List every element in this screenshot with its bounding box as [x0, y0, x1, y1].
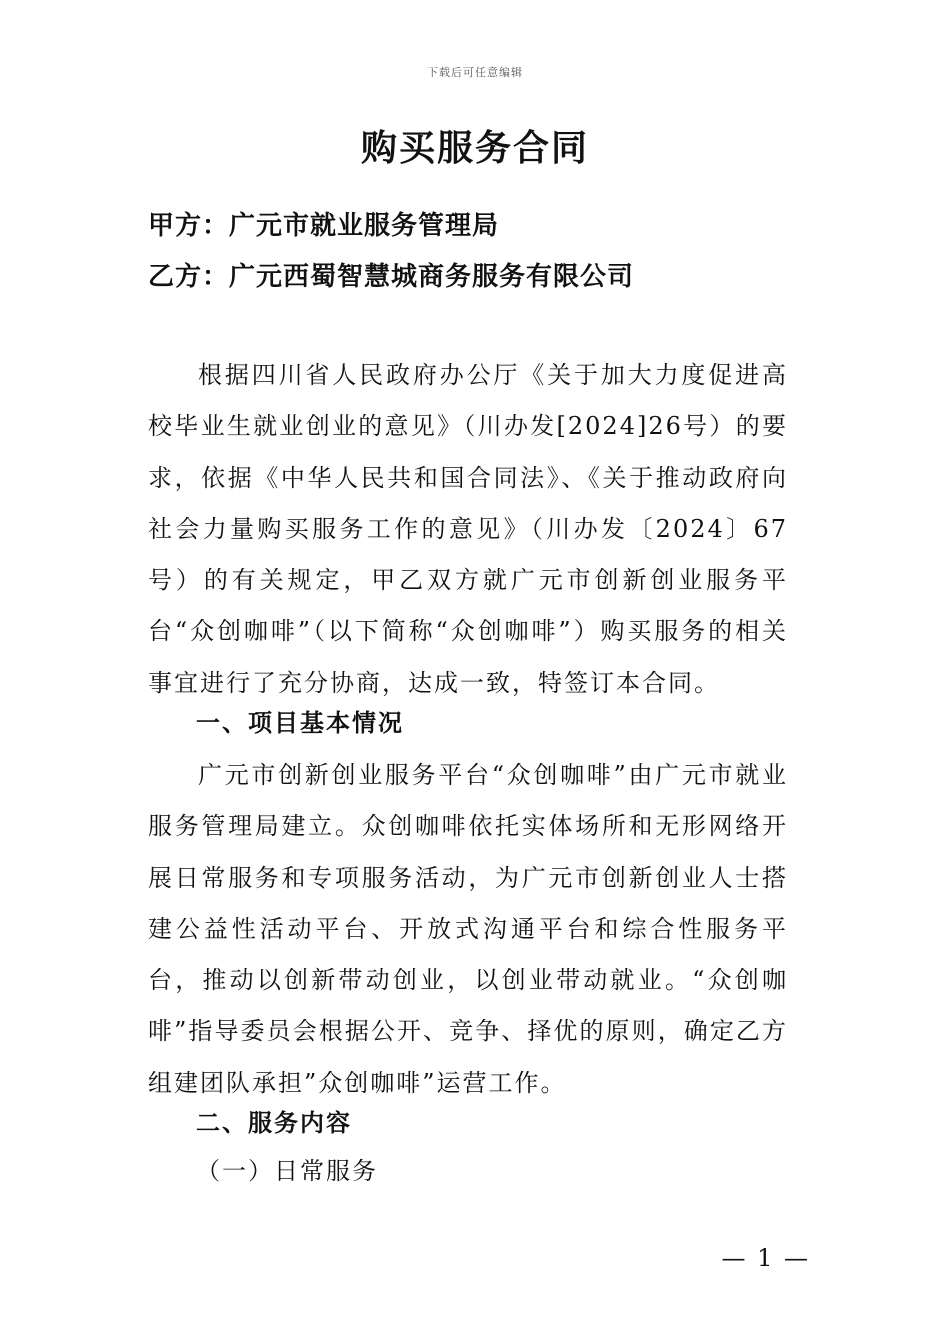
- section-heading-service-content: 二、服务内容: [196, 1108, 352, 1137]
- watermark-text: 下载后可任意编辑: [427, 66, 523, 79]
- party-b: 乙方：广元西蜀智慧城商务服务有限公司: [148, 262, 635, 292]
- page-number: — 1 —: [721, 1244, 810, 1272]
- document-title: 购买服务合同: [360, 127, 589, 169]
- party-a: 甲方：广元市就业服务管理局: [148, 211, 500, 241]
- section-paragraph-project-overview: 广元市创新创业服务平台“众创咖啡”由广元市就业服务管理局建立。众创咖啡依托实体场所和无形网络开展日常服务和专项服务活动，为广元市创新创业人士搭建公益性活动平台、开放式沟通平台和综合性服务平台，推动以创新带动创业，以创业带动就业。“众创咖啡”指导委员会根据公开、竞争、择优的原则，确定乙方组建团队承担”众创咖啡”运营工作。: [148, 761, 788, 1097]
- intro-paragraph: 根据四川省人民政府办公厅《关于加大力度促进高校毕业生就业创业的意见》（川办发[2024]26号）的要求，依据《中华人民共和国合同法》、《关于推动政府向社会力量购买服务工作的意见》（川办发〔2024〕67号）的有关规定，甲乙双方就广元市创新创业服务平台“众创咖啡”（以下简称“众创咖啡”）购买服务的相关事宜进行了充分协商，达成一致，特签订本合同。: [148, 361, 788, 697]
- sub-heading-daily-service: （一）日常服务: [196, 1157, 378, 1185]
- section-heading-project-overview: 一、项目基本情况: [196, 708, 404, 737]
